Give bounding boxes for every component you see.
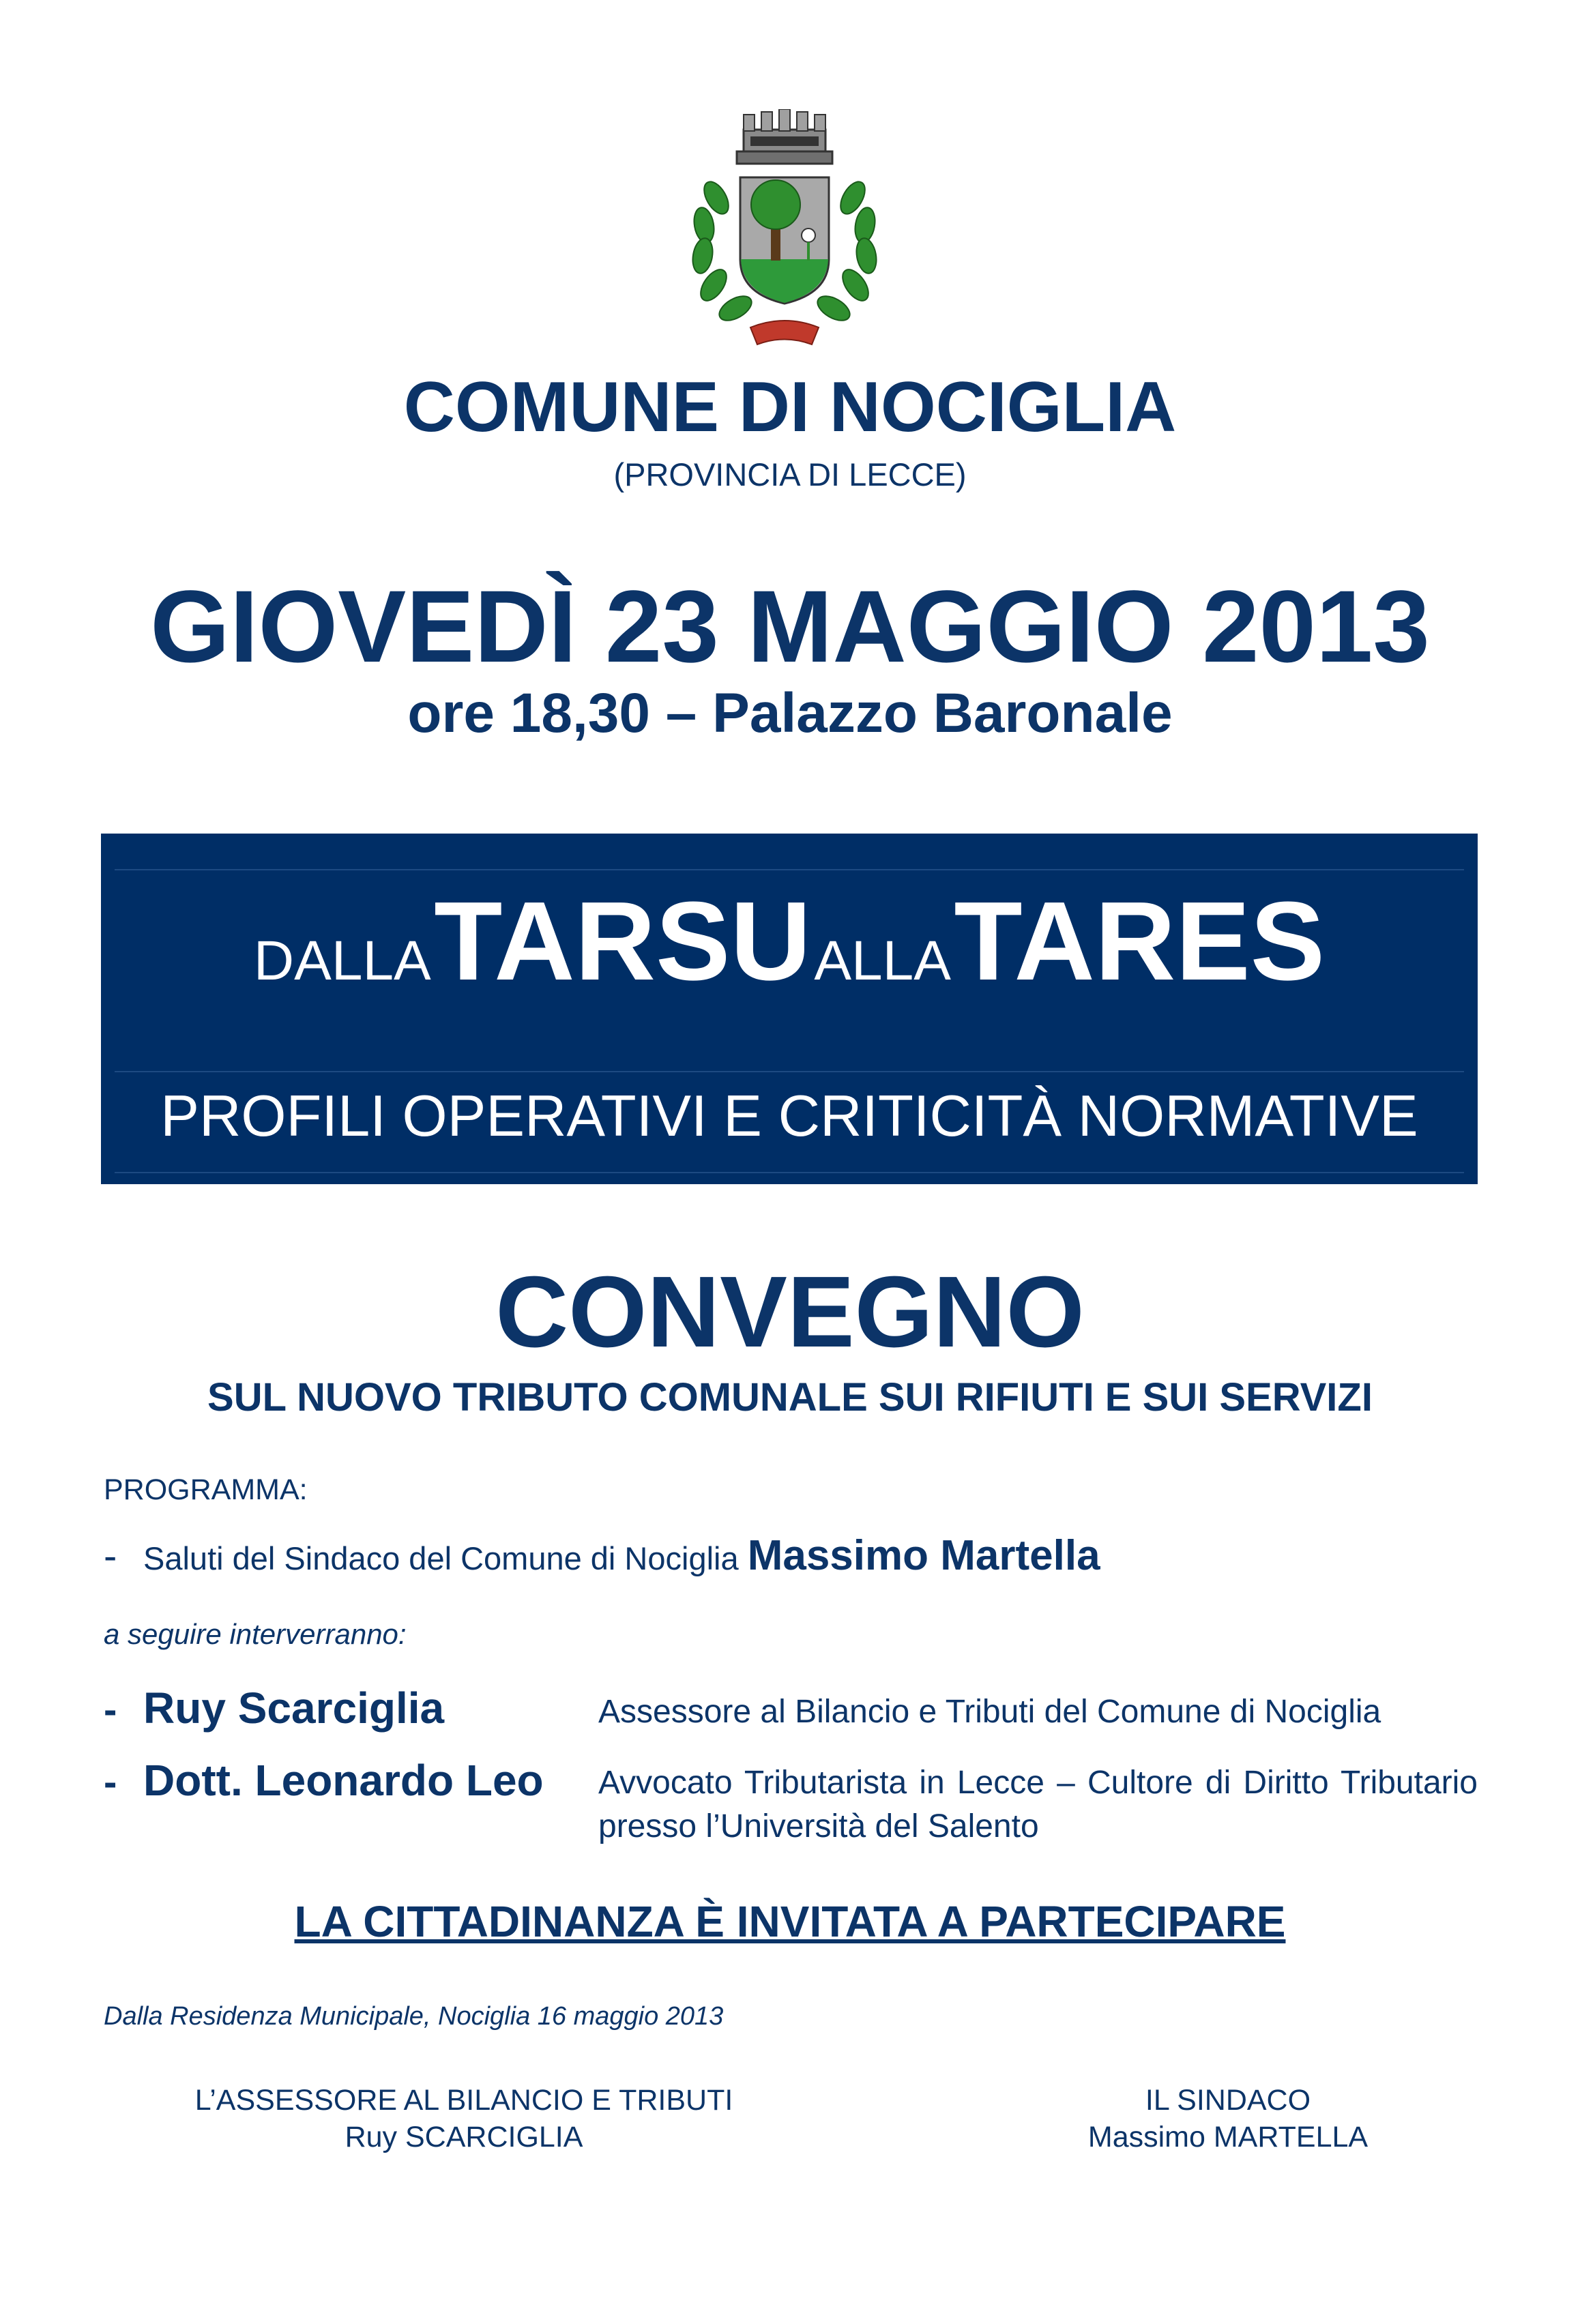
event-date: GIOVEDÌ 23 MAGGIO 2013 [150,569,1430,683]
list-dash: - [104,1760,117,1804]
speaker-name [104,1756,544,1805]
signature-assessore [157,2082,771,2156]
issued-from-line: Dalla Residenza Municipale, Nociglia 16 maggio 2013 [104,2002,724,2031]
banner-divider-bottom [115,1172,1464,1173]
banner-divider-top [115,869,1464,870]
invitation-line: LA CITTADINANZA È INVITATA A PARTECIPARE [294,1897,1286,1946]
event-time-place: ore 18,30 – Palazzo Baronale [407,682,1173,744]
municipal-crest-icon [669,109,901,355]
page-subtitle: (PROVINCIA DI LECCE) [613,456,967,492]
banner-word-tarsu: TARSU [434,879,811,1003]
speaker-name-text: Dott. Leonardo Leo [143,1756,544,1805]
convegno-title: CONVEGNO [495,1256,1085,1368]
greeting-text: Saluti del Sindaco del Comune di Nociglia [143,1540,739,1576]
speaker-name [104,1683,445,1733]
convegno-subtitle: SUL NUOVO TRIBUTO COMUNALE SUI RIFIUTI E SUI SERVIZI [207,1375,1373,1420]
greeting-line [104,1532,1100,1579]
banner-word-dalla: DALLA [253,930,431,992]
banner-word-tares: TARES [954,879,1326,1003]
list-dash: - [104,1534,117,1578]
signature-name: Ruy SCARCIGLIA [345,2121,583,2153]
programma-label: PROGRAMMA: [104,1473,308,1506]
banner-word-alla: ALLA [814,930,951,992]
speaker-name-text: Ruy Scarciglia [143,1683,445,1733]
list-dash: - [104,1688,117,1732]
signature-title: IL SINDACO [1145,2084,1311,2117]
signature-sindaco [955,2082,1501,2156]
follow-label: a seguire interverranno: [104,1618,407,1650]
speaker-role: Assessore al Bilancio e Tributi del Comune di Nociglia [598,1694,1381,1730]
title-banner [101,834,1478,1184]
signature-name: Massimo MARTELLA [1087,2121,1369,2153]
speaker-role: Avvocato Tributarista in Lecce – Cultore di Diritto Tributario presso l’Università del Salento [598,1765,1478,1844]
greeting-name: Massimo Martella [747,1532,1100,1579]
signature-title: L’ASSESSORE AL BILANCIO E TRIBUTI [194,2084,733,2117]
banner-headline [101,879,1478,1003]
banner-subtitle: PROFILI OPERATIVI E CRITICITÀ NORMATIVE [160,1084,1418,1149]
page-title: COMUNE DI NOCIGLIA [403,368,1177,447]
